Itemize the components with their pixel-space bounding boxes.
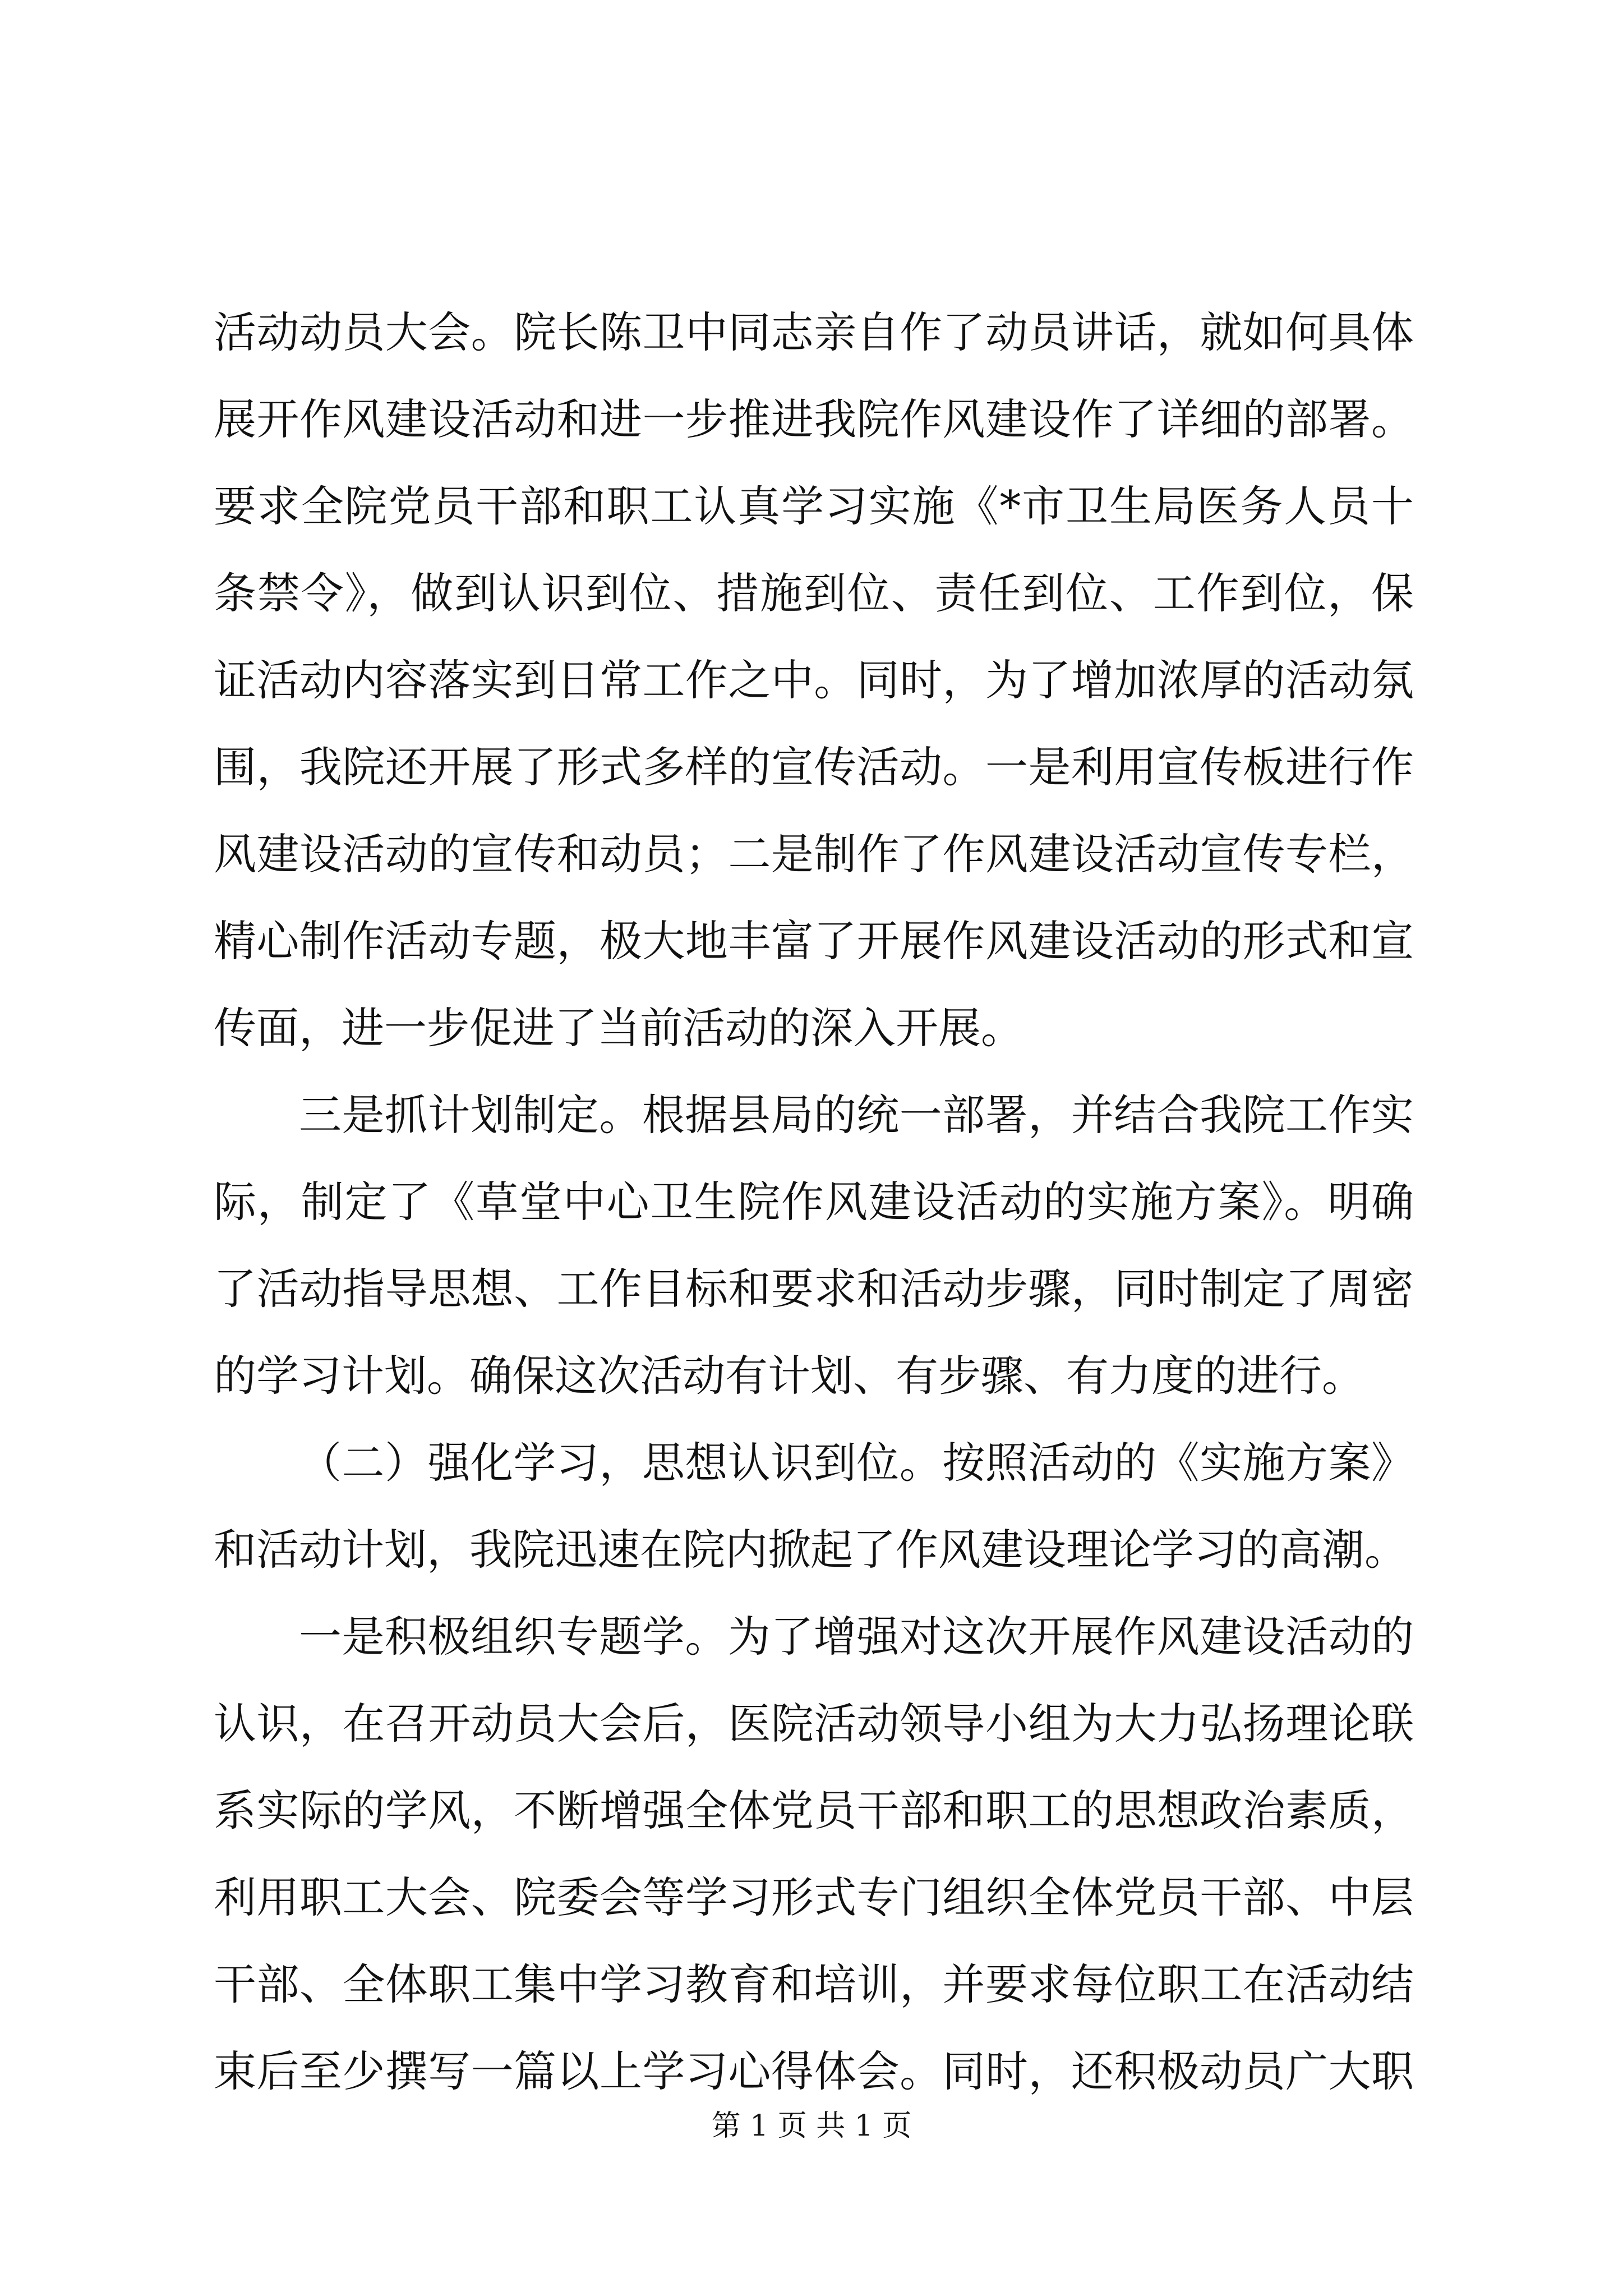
page-footer [0, 2106, 1623, 2146]
text-line: 三是抓计划制定。根据县局的统一部署，并结合我院工作实 [299, 1090, 1414, 1140]
text-line: 干部、全体职工集中学习教育和培训，并要求每位职工在活动结 [214, 1959, 1414, 2009]
text-line: 要求全院党员干部和职工认真学习实施《*市卫生局医务人员十 [214, 481, 1414, 531]
text-line: 证活动内容落实到日常工作之中。同时，为了增加浓厚的活动氛 [214, 655, 1414, 705]
page-number-label: 第 1 页 共 1 页 [711, 2109, 912, 2143]
text-line: 围，我院还开展了形式多样的宣传活动。一是利用宣传板进行作 [214, 742, 1414, 792]
text-line: 条禁令》，做到认识到位、措施到位、责任到位、工作到位，保 [214, 568, 1414, 618]
text-line: 利用职工大会、院委会等学习形式专门组织全体党员干部、中层 [214, 1872, 1414, 1922]
text-line: 展开作风建设活动和进一步推进我院作风建设作了详细的部署。 [214, 394, 1414, 444]
text-line: 风建设活动的宣传和动员；二是制作了作风建设活动宣传专栏， [214, 829, 1414, 879]
text-line: 活动动员大会。院长陈卫中同志亲自作了动员讲话，就如何具体 [214, 307, 1414, 357]
text-line: 传面，进一步促进了当前活动的深入开展。 [214, 1003, 1023, 1053]
text-line: 认识，在召开动员大会后，医院活动领导小组为大力弘扬理论联 [214, 1699, 1414, 1749]
text-line: 系实际的学风，不断增强全体党员干部和职工的思想政治素质， [214, 1786, 1414, 1835]
text-line: 了活动指导思想、工作目标和要求和活动步骤，同时制定了周密 [214, 1264, 1414, 1314]
body-text [214, 289, 1414, 2115]
text-line: 一是积极组织专题学。为了增强对这次开展作风建设活动的 [299, 1612, 1414, 1662]
text-line: （二）强化学习，思想认识到位。按照活动的《实施方案》 [299, 1438, 1414, 1488]
text-line: 际，制定了《草堂中心卫生院作风建设活动的实施方案》。明确 [214, 1177, 1414, 1227]
text-line: 束后至少撰写一篇以上学习心得体会。同时，还积极动员广大职 [214, 2046, 1414, 2096]
text-line: 的学习计划。确保这次活动有计划、有步骤、有力度的进行。 [214, 1351, 1364, 1401]
text-line: 和活动计划，我院迅速在院内掀起了作风建设理论学习的高潮。 [214, 1525, 1407, 1575]
text-line: 精心制作活动专题，极大地丰富了开展作风建设活动的形式和宣 [214, 916, 1414, 966]
